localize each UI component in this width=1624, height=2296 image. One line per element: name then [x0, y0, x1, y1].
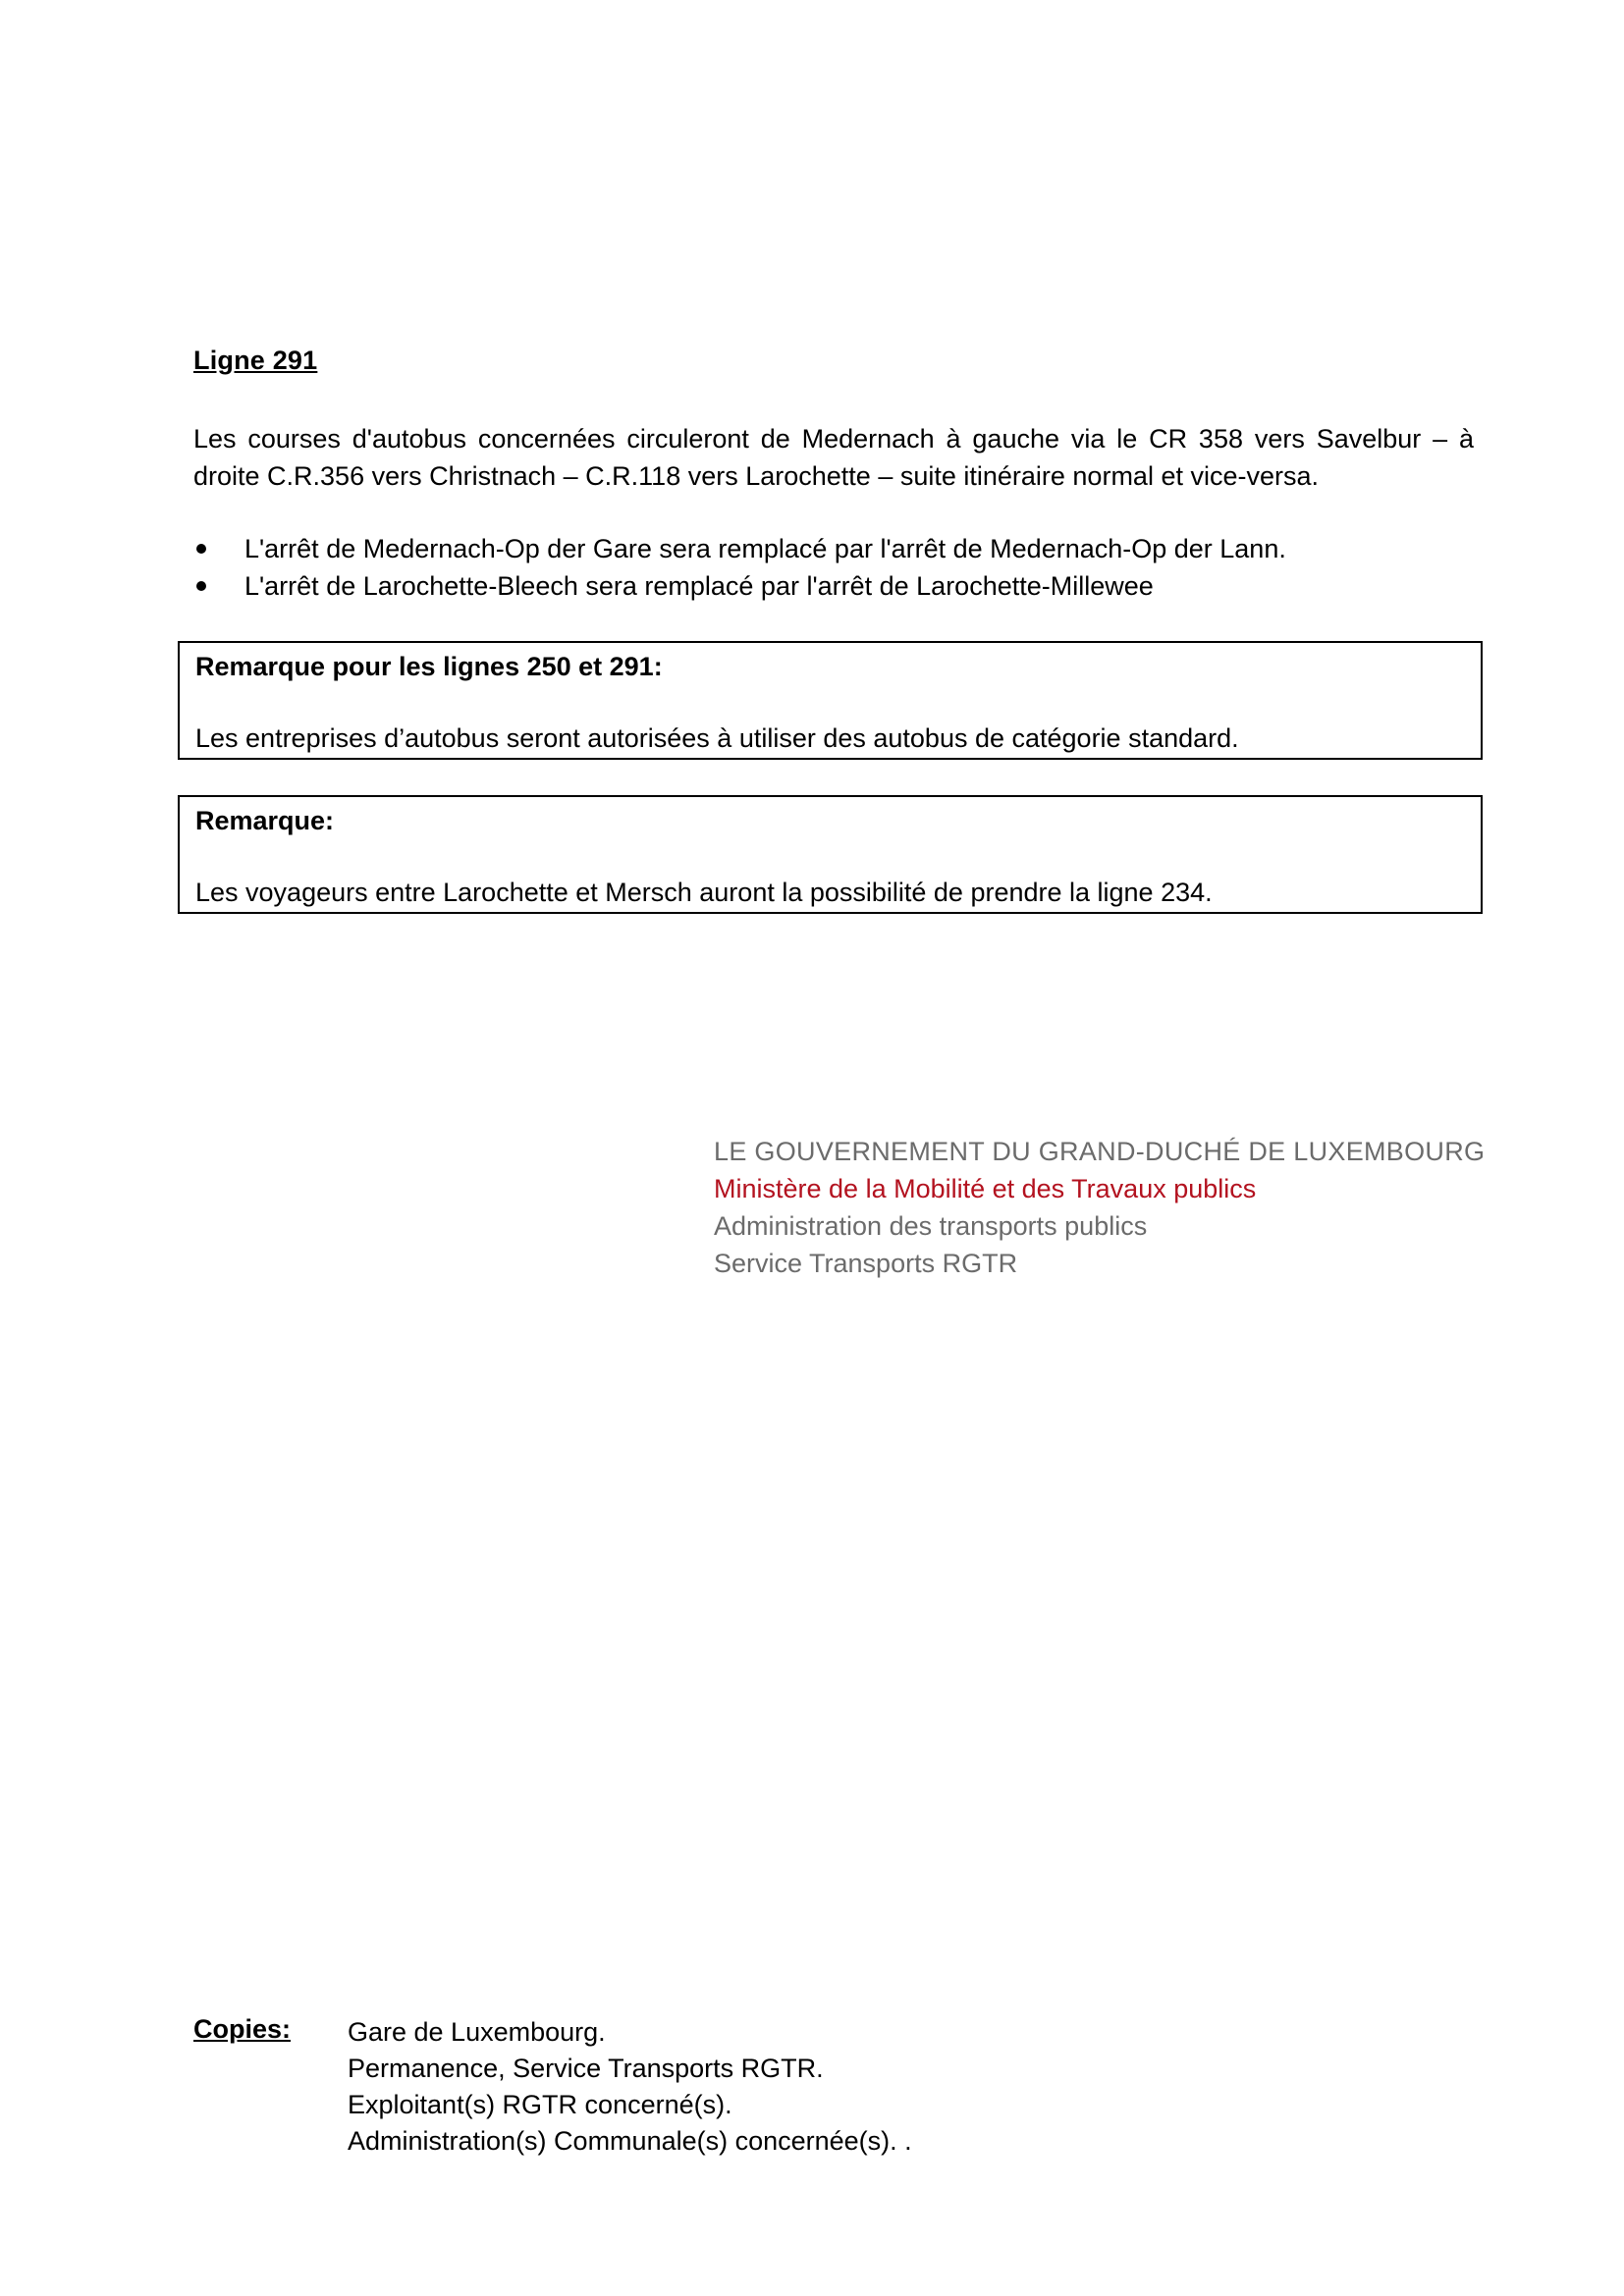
copies-list	[348, 2014, 912, 2160]
copies-label: Copies:	[193, 2014, 292, 2044]
remark-text: Les entreprises d’autobus seront autorisées à utiliser des autobus de catégorie standard.	[195, 723, 1239, 753]
service-name: Service Transports RGTR	[714, 1249, 1018, 1278]
remark-title: Remarque:	[195, 806, 335, 835]
stop-changes-list	[193, 530, 1286, 605]
bullet-icon	[196, 544, 206, 554]
government-signature-block	[714, 1133, 1485, 1282]
remark-box-general	[178, 795, 1483, 914]
list-item	[193, 567, 1286, 605]
list-item-text: L'arrêt de Larochette-Bleech sera remplacé par l'arrêt de Larochette-Millewee	[244, 571, 1154, 601]
section-heading: Ligne 291	[193, 346, 318, 375]
remark-title: Remarque pour les lignes 250 et 291:	[195, 652, 663, 681]
copies-item: Exploitant(s) RGTR concerné(s).	[348, 2090, 732, 2119]
list-item	[193, 530, 1286, 567]
bullet-icon	[196, 581, 206, 591]
ministry-name: Ministère de la Mobilité et des Travaux publics	[714, 1174, 1257, 1203]
copies-item: Administration(s) Communale(s) concernée(s). .	[348, 2126, 912, 2156]
government-name: LE GOUVERNEMENT DU GRAND-DUCHÉ DE LUXEMBOURG	[714, 1137, 1486, 1166]
route-description-paragraph: Les courses d'autobus concernées circuleront de Medernach à gauche via le CR 358 vers Savelbur – à droite C.R.356 vers Christnach – C.R.118 vers Larochette – suite itinéraire normal et vice-versa.	[193, 424, 1474, 491]
administration-name: Administration des transports publics	[714, 1211, 1148, 1241]
copies-item: Permanence, Service Transports RGTR.	[348, 2054, 824, 2083]
list-item-text: L'arrêt de Medernach-Op der Gare sera remplacé par l'arrêt de Medernach-Op der Lann.	[244, 534, 1286, 563]
remark-text: Les voyageurs entre Larochette et Mersch auront la possibilité de prendre la ligne 234.	[195, 878, 1213, 907]
copies-item: Gare de Luxembourg.	[348, 2017, 606, 2047]
remark-box-lines-250-291	[178, 641, 1483, 760]
